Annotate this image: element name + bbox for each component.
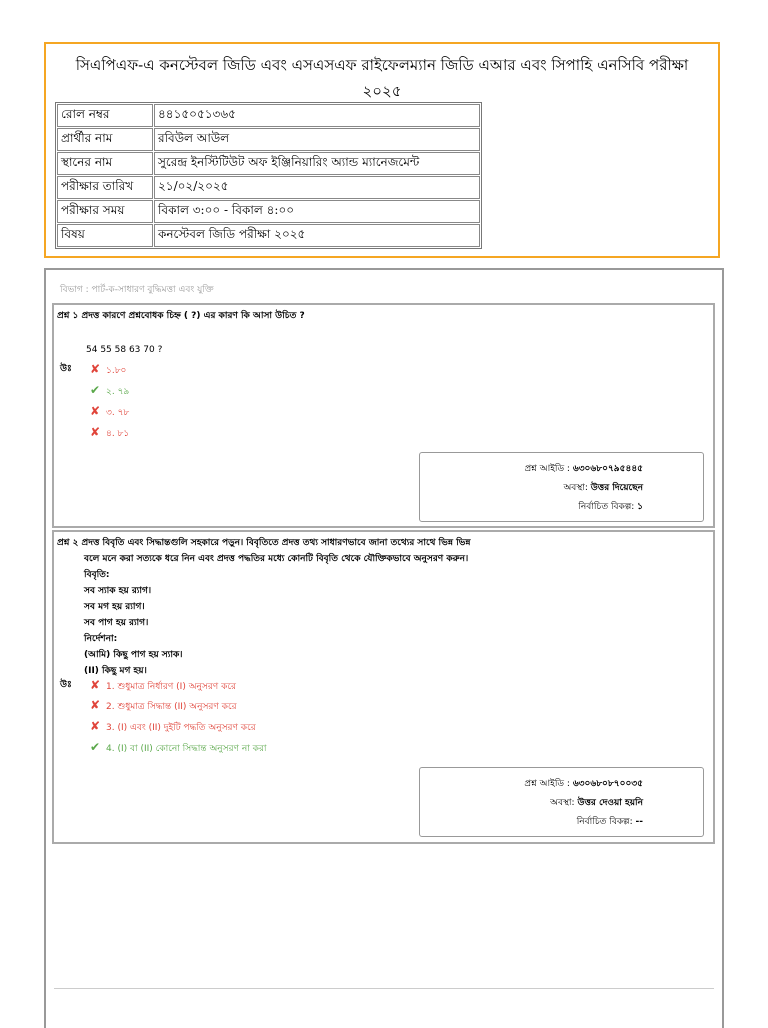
info-row — [57, 200, 480, 223]
section-label: বিভাগ : পার্ট-ক-সাধারণ বুদ্ধিমত্তা এবং যুক্তি — [60, 285, 214, 295]
cross-icon: ✘ — [90, 425, 101, 439]
option-item — [90, 678, 236, 692]
info-value: রবিউল আউল — [154, 128, 480, 151]
meta-value: ১ — [637, 502, 643, 512]
question-2-meta — [419, 767, 704, 837]
info-row — [57, 152, 480, 175]
info-label: বিষয় — [57, 224, 153, 247]
option-text: ২. ৭৯ — [106, 387, 130, 397]
candidate-info-table — [55, 102, 482, 249]
statement-line: (আমি) কিছু পাগ হয় স্যাক। — [84, 650, 183, 660]
option-item — [90, 362, 126, 376]
exam-title-line1: সিএপিএফ-এ কনস্টেবল জিডি এবং এসএসএফ রাইফেলম্যান জিডি এআর এবং সিপাহি এনসিবি পরীক্ষা — [75, 56, 689, 74]
answer-prefix: উঃ — [60, 364, 72, 374]
statement-line: সব পাগ হয় র‍্যাগ। — [84, 618, 149, 628]
meta-value: ৬৩০৬৮০৭৯৫৪৪৫ — [572, 464, 643, 474]
cross-icon: ✘ — [90, 719, 101, 733]
check-icon: ✔ — [90, 383, 101, 397]
meta-qid — [524, 776, 643, 791]
meta-chosen — [578, 499, 643, 514]
meta-value: উত্তর দিয়েছেন — [590, 483, 643, 493]
meta-chosen — [577, 814, 643, 829]
option-text: ১.৮০ — [106, 366, 127, 376]
info-value: ২১/০২/২০২৫ — [154, 176, 480, 199]
cross-icon: ✘ — [90, 698, 101, 712]
check-icon: ✔ — [90, 740, 101, 754]
meta-label: অবস্থা: — [550, 798, 575, 808]
option-text: ৪. ৮১ — [106, 429, 130, 439]
meta-value: উত্তর দেওয়া হয়নি — [577, 798, 643, 808]
info-row — [57, 176, 480, 199]
question-1-text: প্রশ্ন ১ প্রদত্ত কারণে প্রশ্নবোধক চিহ্ন ( ?) এর কারণ কি আসা উচিত ? — [57, 311, 305, 321]
statement-line: সব মগ হয় র‍্যাগ। — [84, 602, 145, 612]
option-text: ৩. ৭৮ — [106, 408, 130, 418]
meta-label: প্রশ্ন আইডি : — [524, 779, 570, 789]
info-label: পরীক্ষার সময় — [57, 200, 153, 223]
option-item — [90, 425, 129, 439]
question-1-meta — [419, 452, 704, 522]
info-label: স্থানের নাম — [57, 152, 153, 175]
answer-prefix: উঃ — [60, 680, 72, 690]
meta-qid — [524, 461, 643, 476]
divider — [54, 988, 714, 989]
meta-label: নির্বাচিত বিকল্প: — [576, 817, 633, 827]
statement-line: (II) কিছু মগ হয়। — [84, 666, 147, 676]
info-value: কনস্টেবল জিডি পরীক্ষা ২০২৫ — [154, 224, 480, 247]
question-1-series: 54 55 58 63 70 ? — [86, 345, 163, 355]
question-2-text-line1: প্রশ্ন ২ প্রদত্ত বিবৃতি এবং সিদ্ধান্তগুলি সহকারে পড়ুন। বিবৃতিতে প্রদত্ত তথ্য সাধারণভাবে জানা তথ্যের সাথে ভিন্ন ভিন্ন — [57, 538, 471, 548]
option-item — [90, 404, 129, 418]
info-label: প্রার্থীর নাম — [57, 128, 153, 151]
meta-status — [564, 480, 643, 495]
meta-label: প্রশ্ন আইডি : — [524, 464, 570, 474]
option-item — [90, 740, 267, 754]
question-2-text-line2: বলে মনে করা সত্যকে ধরে নিন এবং প্রদত্ত পদ্ধতির মধ্যে কোনটি বিবৃতি থেকে যৌক্তিকভাবে অনুসরণ করুন। — [84, 554, 469, 564]
cross-icon: ✘ — [90, 678, 101, 692]
option-item — [90, 383, 129, 397]
info-row — [57, 224, 480, 247]
statement-line: নির্দেশনা: — [84, 634, 118, 644]
statement-line: সব স্যাক হয় র‍্যাগ। — [84, 586, 152, 596]
info-label: রোল নম্বর — [57, 104, 153, 127]
exam-title — [46, 52, 718, 104]
info-label: পরীক্ষার তারিখ — [57, 176, 153, 199]
info-value: বিকাল ৩:০০ - বিকাল ৪:০০ — [154, 200, 480, 223]
option-text: 3. (I) এবং (II) দুইটি পদ্ধতি অনুসরণ করে — [106, 723, 256, 733]
meta-label: নির্বাচিত বিকল্প: — [578, 502, 635, 512]
option-text: 2. শুধুমাত্র সিদ্ধান্ত (II) অনুসরণ করে — [106, 702, 237, 712]
option-item — [90, 719, 256, 733]
option-text: 1. শুধুমাত্র নির্ধারণ (I) অনুসরণ করে — [106, 682, 236, 692]
meta-value: ৬৩০৬৮০৮৭০০৩৫ — [572, 779, 643, 789]
info-value: ৪৪১৫০৫১৩৬৫ — [154, 104, 480, 127]
meta-status — [550, 795, 643, 810]
cross-icon: ✘ — [90, 404, 101, 418]
cross-icon: ✘ — [90, 362, 101, 376]
meta-label: অবস্থা: — [563, 483, 588, 493]
statement-line: বিবৃতি: — [84, 570, 110, 580]
exam-title-line2: ২০২৫ — [362, 82, 402, 100]
option-item — [90, 698, 237, 712]
meta-value: -- — [635, 817, 643, 827]
info-row — [57, 128, 480, 151]
option-text: 4. (I) বা (II) কোনো সিদ্ধান্ত অনুসরণ না করা — [106, 744, 267, 754]
info-row — [57, 104, 480, 127]
info-value: সুরেন্দ্র ইনস্টিটিউট অফ ইঞ্জিনিয়ারিং অ্যান্ড ম্যানেজমেন্ট — [154, 152, 480, 175]
